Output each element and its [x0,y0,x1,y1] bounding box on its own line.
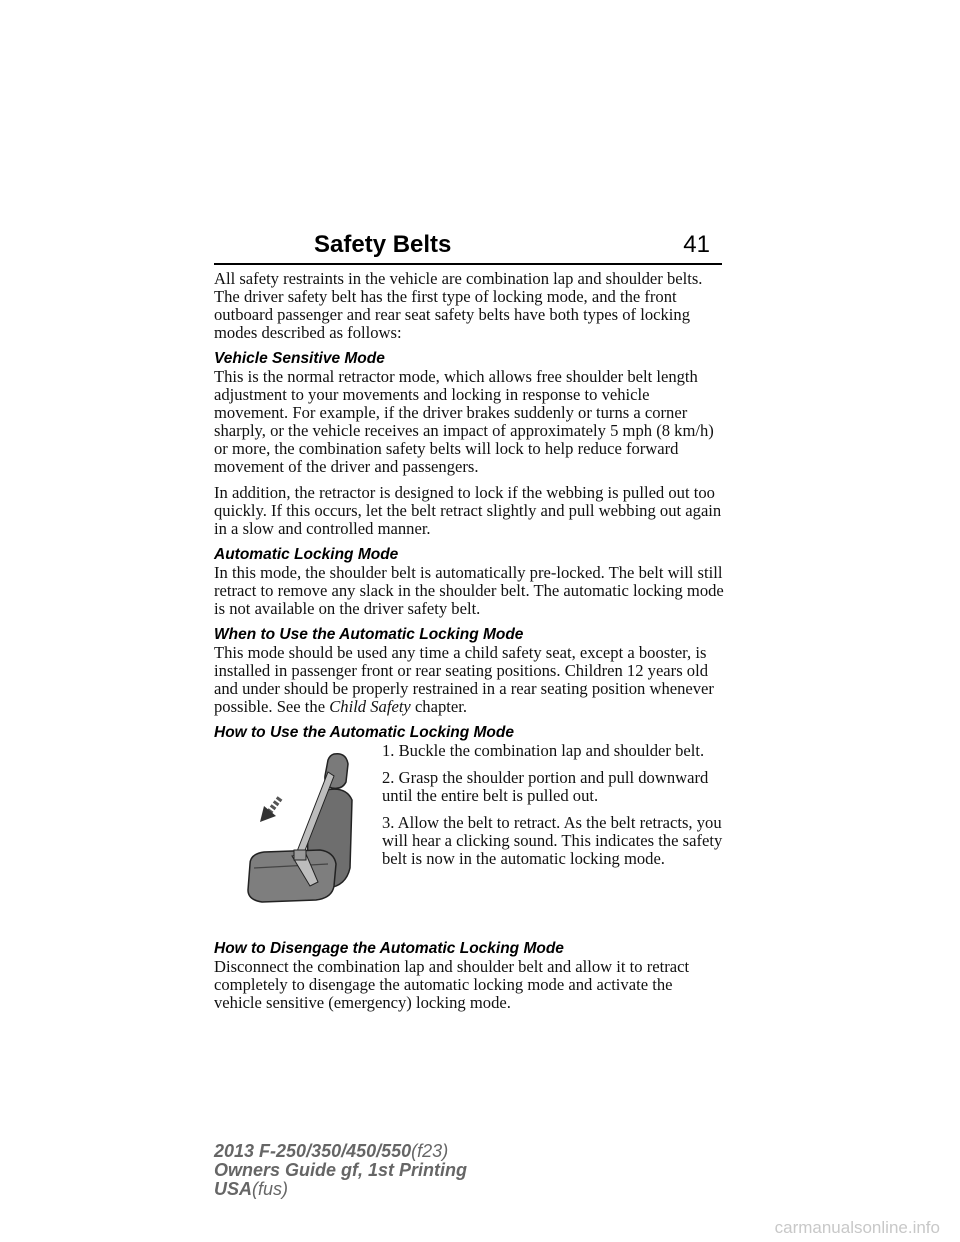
footer-line-3 [214,1180,467,1199]
how-to-use-heading: How to Use the Automatic Locking Mode [214,724,514,741]
when-to-use-text: This mode should be used any time a child safety seat, except a booster, is installed in passenger front or rear seating positions. Children 12 years old and under should be properly restrained in a rear seating position whenever possible. See the [214,643,714,716]
seat-belt-illustration-icon [242,746,372,906]
disengage-heading: How to Disengage the Automatic Locking Mode [214,940,564,957]
how-to-use-section [214,742,724,930]
intro-paragraph: All safety restraints in the vehicle are combination lap and shoulder belts. The driver safety belt has the first type of locking mode, and the front outboard passenger and rear seat safety belts have both types of locking modes described as follows: [214,269,703,342]
retractor-paragraph: In addition, the retractor is designed to lock if the webbing is pulled out too quickly. If this occurs, let the belt retract slightly and pull webbing out again in a slow and controlled manner. [214,483,722,538]
step-1: 1. Buckle the combination lap and shoulder belt. [382,741,705,760]
when-to-use-heading: When to Use the Automatic Locking Mode [214,626,524,643]
vehicle-sensitive-heading: Vehicle Sensitive Mode [214,350,385,367]
footer-region-code: (fus) [252,1179,289,1199]
watermark: carmanualsonline.info [774,1218,940,1237]
footer-model: 2013 F-250/350/450/550 [214,1141,412,1161]
section-title: Safety Belts [314,231,452,258]
page-footer [214,1142,467,1199]
step-2: 2. Grasp the shoulder portion and pull downward until the entire belt is pulled out. [382,768,709,805]
automatic-locking-heading: Automatic Locking Mode [214,546,399,563]
steps-list [382,742,724,877]
disengage-paragraph: Disconnect the combination lap and shoulder belt and allow it to retract completely to disengage the automatic locking mode and activate the vehicle sensitive (emergency) locking mode. [214,957,690,1012]
page-number: 41 [683,231,710,258]
page-header [214,233,722,265]
child-safety-reference: Child Safety [329,697,411,716]
step-3: 3. Allow the belt to retract. As the belt retracts, you will hear a clicking sound. This indicates the safety belt is now in the automatic locking mode. [382,813,723,868]
when-to-use-paragraph [214,644,724,716]
footer-line-2: Owners Guide gf, 1st Printing [214,1160,468,1180]
footer-model-code: (f23) [411,1141,449,1161]
footer-region: USA [214,1179,253,1199]
vehicle-sensitive-paragraph: This is the normal retractor mode, which allows free shoulder belt length adjustment to your movements and locking in response to vehicle movement. For example, if the driver brakes suddenly or turns a corner sharply, or the vehicle receives an impact of approximately 5 mph (8 km/h) or more, the combination safety belts will lock to help reduce forward movement of the driver and passengers. [214,367,714,476]
when-to-use-text-end: chapter. [410,697,468,716]
automatic-locking-paragraph: In this mode, the shoulder belt is automatically pre-locked. The belt will still retract to remove any slack in the shoulder belt. The automatic locking mode is not available on the driver safety belt. [214,563,724,618]
body-content [214,270,724,1020]
footer-line-1 [214,1142,467,1161]
